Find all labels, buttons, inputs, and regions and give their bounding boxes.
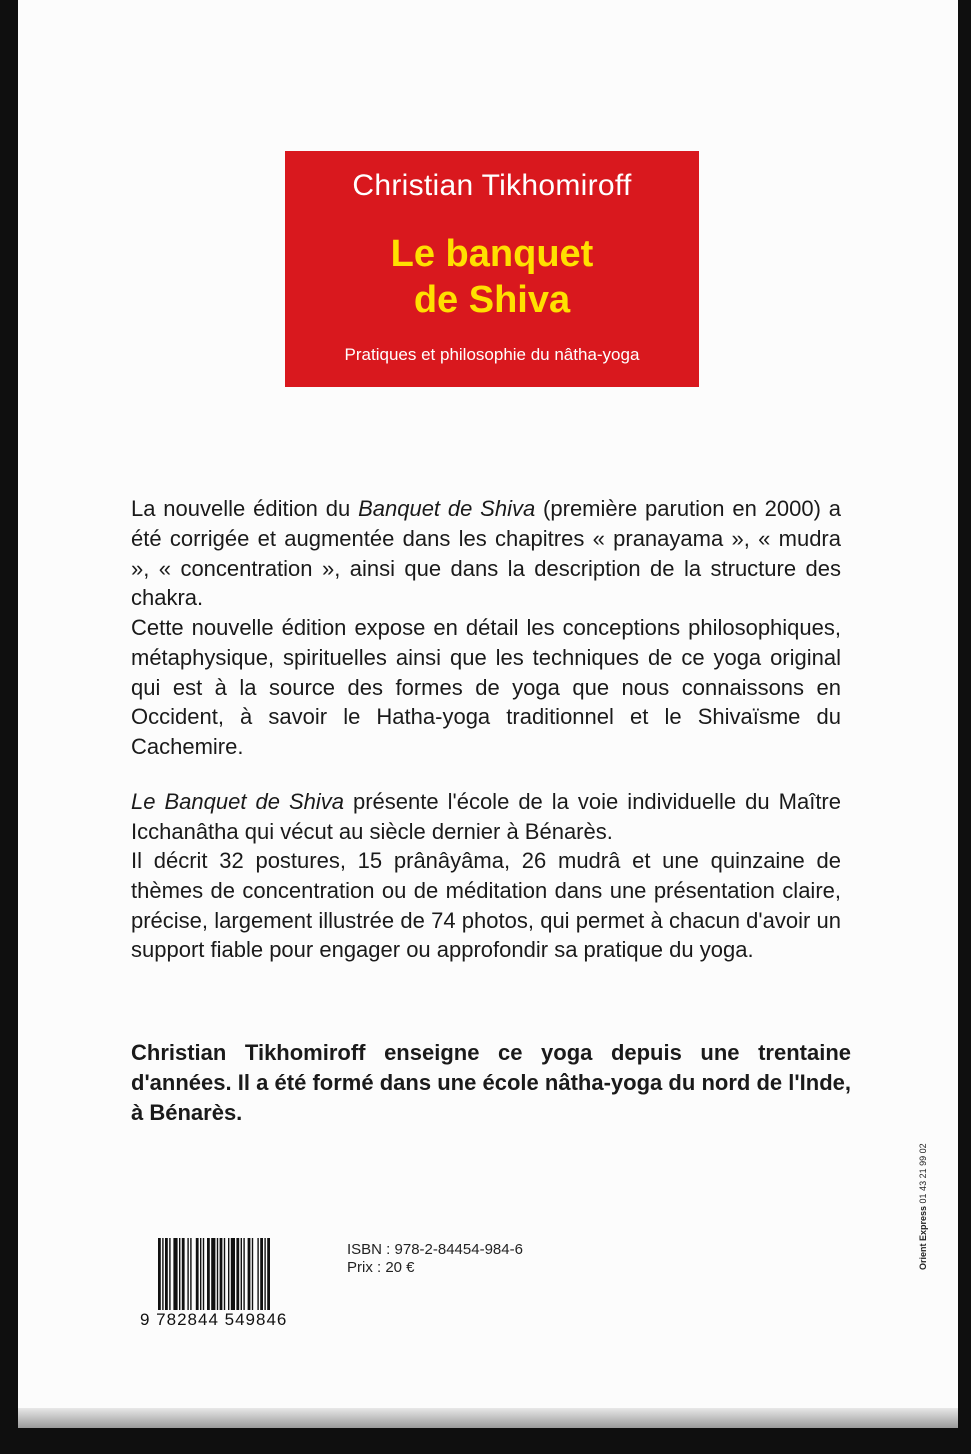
barcode-bar [207, 1238, 210, 1310]
barcode-bar [200, 1238, 201, 1310]
barcode-bar [236, 1238, 239, 1310]
barcode-bar [196, 1238, 199, 1310]
barcode-bar [241, 1238, 242, 1310]
barcode-bar [179, 1238, 180, 1310]
barcode-bar [190, 1238, 191, 1310]
barcode-bar [224, 1238, 225, 1310]
distributor-label [918, 1143, 928, 1270]
barcode-bar [228, 1238, 229, 1310]
blurb-paragraph-3 [131, 787, 841, 847]
blurb-p3-italic: Le Banquet de Shiva [131, 789, 344, 814]
barcode-bar [182, 1238, 185, 1310]
barcode-number: 9 782844 549846 [140, 1310, 288, 1329]
book-title-line-1: Le banquet [390, 233, 594, 275]
blurb-p1-start: La nouvelle édition du [131, 496, 359, 521]
blurb-p3-rest: présente l'école de la voie individuelle du Maître Icchanâtha qui vécut au siècle dernier à Bénarès. [131, 789, 841, 844]
barcode-bar [264, 1238, 265, 1310]
barcode-bar [260, 1238, 263, 1310]
blurb-paragraph-4: Il décrit 32 postures, 15 prânâyâma, 26 mudrâ et une quinzaine de thèmes de concentration ou de méditation dans une présentation claire, précise, largement illustrée de 74 photos, qui permet à chacun d'avoir un support fiable pour engager ou approfondir sa pratique du yoga. [131, 848, 841, 963]
barcode-bar [203, 1238, 204, 1310]
cover-edge [18, 1408, 958, 1428]
author-bio: Christian Tikhomiroff enseigne ce yoga depuis une trentaine d'années. Il a été formé dans une école nâtha-yoga du nord de l'Inde, à Bénarès. [131, 1040, 851, 1125]
blurb-p1-rest: (première parution en 2000) a été corrigée et augmentée dans les chapitres « pranayama », « mudra », « concentration », ainsi que dans la description de la structure des chakra. [131, 496, 842, 611]
barcode-bar [231, 1238, 235, 1310]
barcode [158, 1238, 310, 1310]
title-box [285, 151, 699, 387]
barcode-bar [169, 1238, 170, 1310]
blurb-paragraph-1 [131, 494, 841, 613]
barcode-bar [162, 1238, 163, 1310]
barcode-bar [187, 1238, 188, 1310]
author-name: Christian Tikhomiroff [352, 169, 632, 202]
barcode-bar [211, 1238, 215, 1310]
barcode-bar [257, 1238, 258, 1310]
barcode-bar [217, 1238, 218, 1310]
barcode-bar [220, 1238, 223, 1310]
barcode-bar [158, 1238, 161, 1310]
barcode-bar [243, 1238, 244, 1310]
distributor-phone: 01 43 21 99 02 [918, 1143, 928, 1204]
barcode-bar [165, 1238, 168, 1310]
barcode-bar [248, 1238, 251, 1310]
barcode-bar [267, 1238, 270, 1310]
book-subtitle: Pratiques et philosophie du nâtha-yoga [344, 345, 640, 364]
blurb-paragraph-2: Cette nouvelle édition expose en détail les conceptions philosophiques, métaphysique, spirituelles ainsi que les techniques de ce yoga original qui est à la source des formes de yoga que nous connaissons en Occident, à savoir le Hatha-yoga traditionnel et le Shivaïsme du Cachemire. [131, 615, 841, 760]
book-title [285, 231, 699, 323]
book-title-line-2: de Shiva [413, 279, 571, 321]
barcode-bar [252, 1238, 253, 1310]
distributor-name: Orient Express [918, 1205, 928, 1270]
blurb-p1-italic: Banquet de Shiva [358, 496, 536, 521]
price: Prix : 20 € [347, 1259, 415, 1276]
barcode-bar [173, 1238, 177, 1310]
isbn: ISBN : 978-2-84454-984-6 [347, 1241, 523, 1258]
